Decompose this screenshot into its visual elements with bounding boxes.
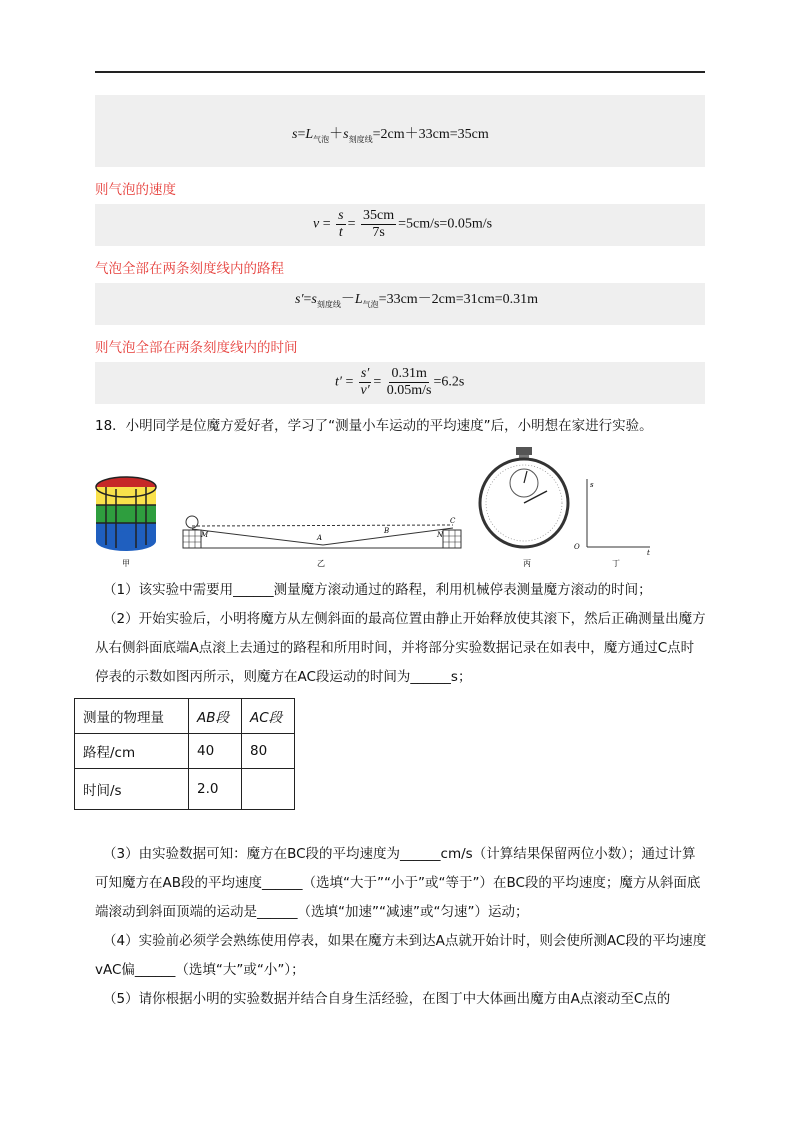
table-cell: 路程/cm: [75, 734, 189, 769]
solution-label-2: 则气泡的速度: [95, 182, 176, 198]
equation-4: t′ = $\frac{s'}{v'}$ = $\frac{0.31m}{0.05m/s}$ =6.2s: [335, 366, 465, 398]
equation-box-2: [95, 204, 705, 246]
table-cell: [242, 769, 295, 810]
table-row: [75, 769, 295, 810]
fig-label-t: t: [647, 549, 650, 557]
table-cell: 80: [242, 734, 295, 769]
fig-label-C: C: [450, 517, 456, 525]
equation-1: $s=L_{气泡}+s_{刻度线}=2cm+33cm=35cm$: [292, 127, 489, 144]
table-header-cell: AB段: [189, 699, 242, 734]
equation-3: $s'=s_{刻度线}-L_{气泡}=33cm-2cm=31cm=0.31m$: [295, 292, 539, 309]
fig-label-B: B: [384, 527, 390, 535]
question-18-parts-1-2: [95, 576, 707, 692]
table-header-cell: AC段: [242, 699, 295, 734]
equation-box-3: [95, 283, 705, 325]
question-18-stem: 18．小明同学是位魔方爱好者，学习了“测量小车运动的平均速度”后，小明想在家进行实验。: [95, 418, 653, 434]
solution-label-3: 气泡全部在两条刻度线内的路程: [95, 261, 284, 277]
table-cell: 时间/s: [75, 769, 189, 810]
part-4: （4）实验前必须学会熟练使用停表，如果在魔方未到达A点就开始计时，则会使所测AC段的平均速度vAC偏______（选填“大”或“小”）；: [95, 933, 707, 978]
part-1: （1）该实验中需要用______测量魔方滚动通过的路程，利用机械停表测量魔方滚动的时间；: [103, 582, 652, 598]
table-row: [75, 699, 295, 734]
fig-label-M: M: [201, 531, 209, 539]
question-18-parts-3-5: [95, 840, 707, 1014]
equation-2: v = $\frac{s}{t}$ = $\frac{35cm}{7s}$ =5cm/s=0.05m/s: [313, 208, 493, 240]
fig-label-N: N: [437, 531, 444, 539]
solution-label-4: 则气泡全部在两条刻度线内的时间: [95, 340, 298, 356]
fig-label-jia: 甲: [122, 559, 130, 568]
fig-label-yi: 乙: [317, 559, 325, 568]
part-2: （2）开始实验后，小明将魔方从左侧斜面的最高位置由静止开始释放使其滚下，然后正确测量出魔方从右侧斜面底端A点滚上去通过的路程和所用时间，并将部分实验数据记录在如表中，魔方通过C点时停表的示数如图丙所示，则魔方在AC段运动的时间为______s；: [95, 611, 706, 685]
experiment-figure: [95, 445, 715, 573]
rubiks-cube-icon: [96, 477, 156, 551]
table-cell: 40: [189, 734, 242, 769]
equation-box-1: [95, 95, 705, 167]
table-header-cell: 测量的物理量: [75, 699, 189, 734]
equation-box-4: [95, 362, 705, 404]
table-row: [75, 734, 295, 769]
part-3: （3）由实验数据可知：魔方在BC段的平均速度为______cm/s（计算结果保留两位小数）；通过计算可知魔方在AB段的平均速度______（选填“大于”“小于”或“等于”）在BC段的平均速度；魔方从斜面底端滚动到斜面顶端的运动是______（选填“加速”“减速”或“匀速”）运动；: [95, 846, 701, 920]
fig-label-A: A: [317, 534, 323, 542]
fig-label-bing: 丙: [523, 559, 531, 568]
ramp-apparatus: [183, 516, 461, 568]
empty-s-t-graph: [574, 479, 650, 568]
part-5: （5）请你根据小明的实验数据并结合自身生活经验，在图丁中大体画出魔方由A点滚动至C点的: [103, 991, 671, 1007]
header-rule: [95, 71, 705, 73]
fig-label-s: s: [590, 481, 594, 489]
data-table: [74, 698, 295, 810]
table-cell: 2.0: [189, 769, 242, 810]
fig-label-ding: 丁: [612, 559, 620, 568]
fig-label-O: O: [574, 543, 580, 551]
stopwatch-icon: [480, 447, 568, 568]
